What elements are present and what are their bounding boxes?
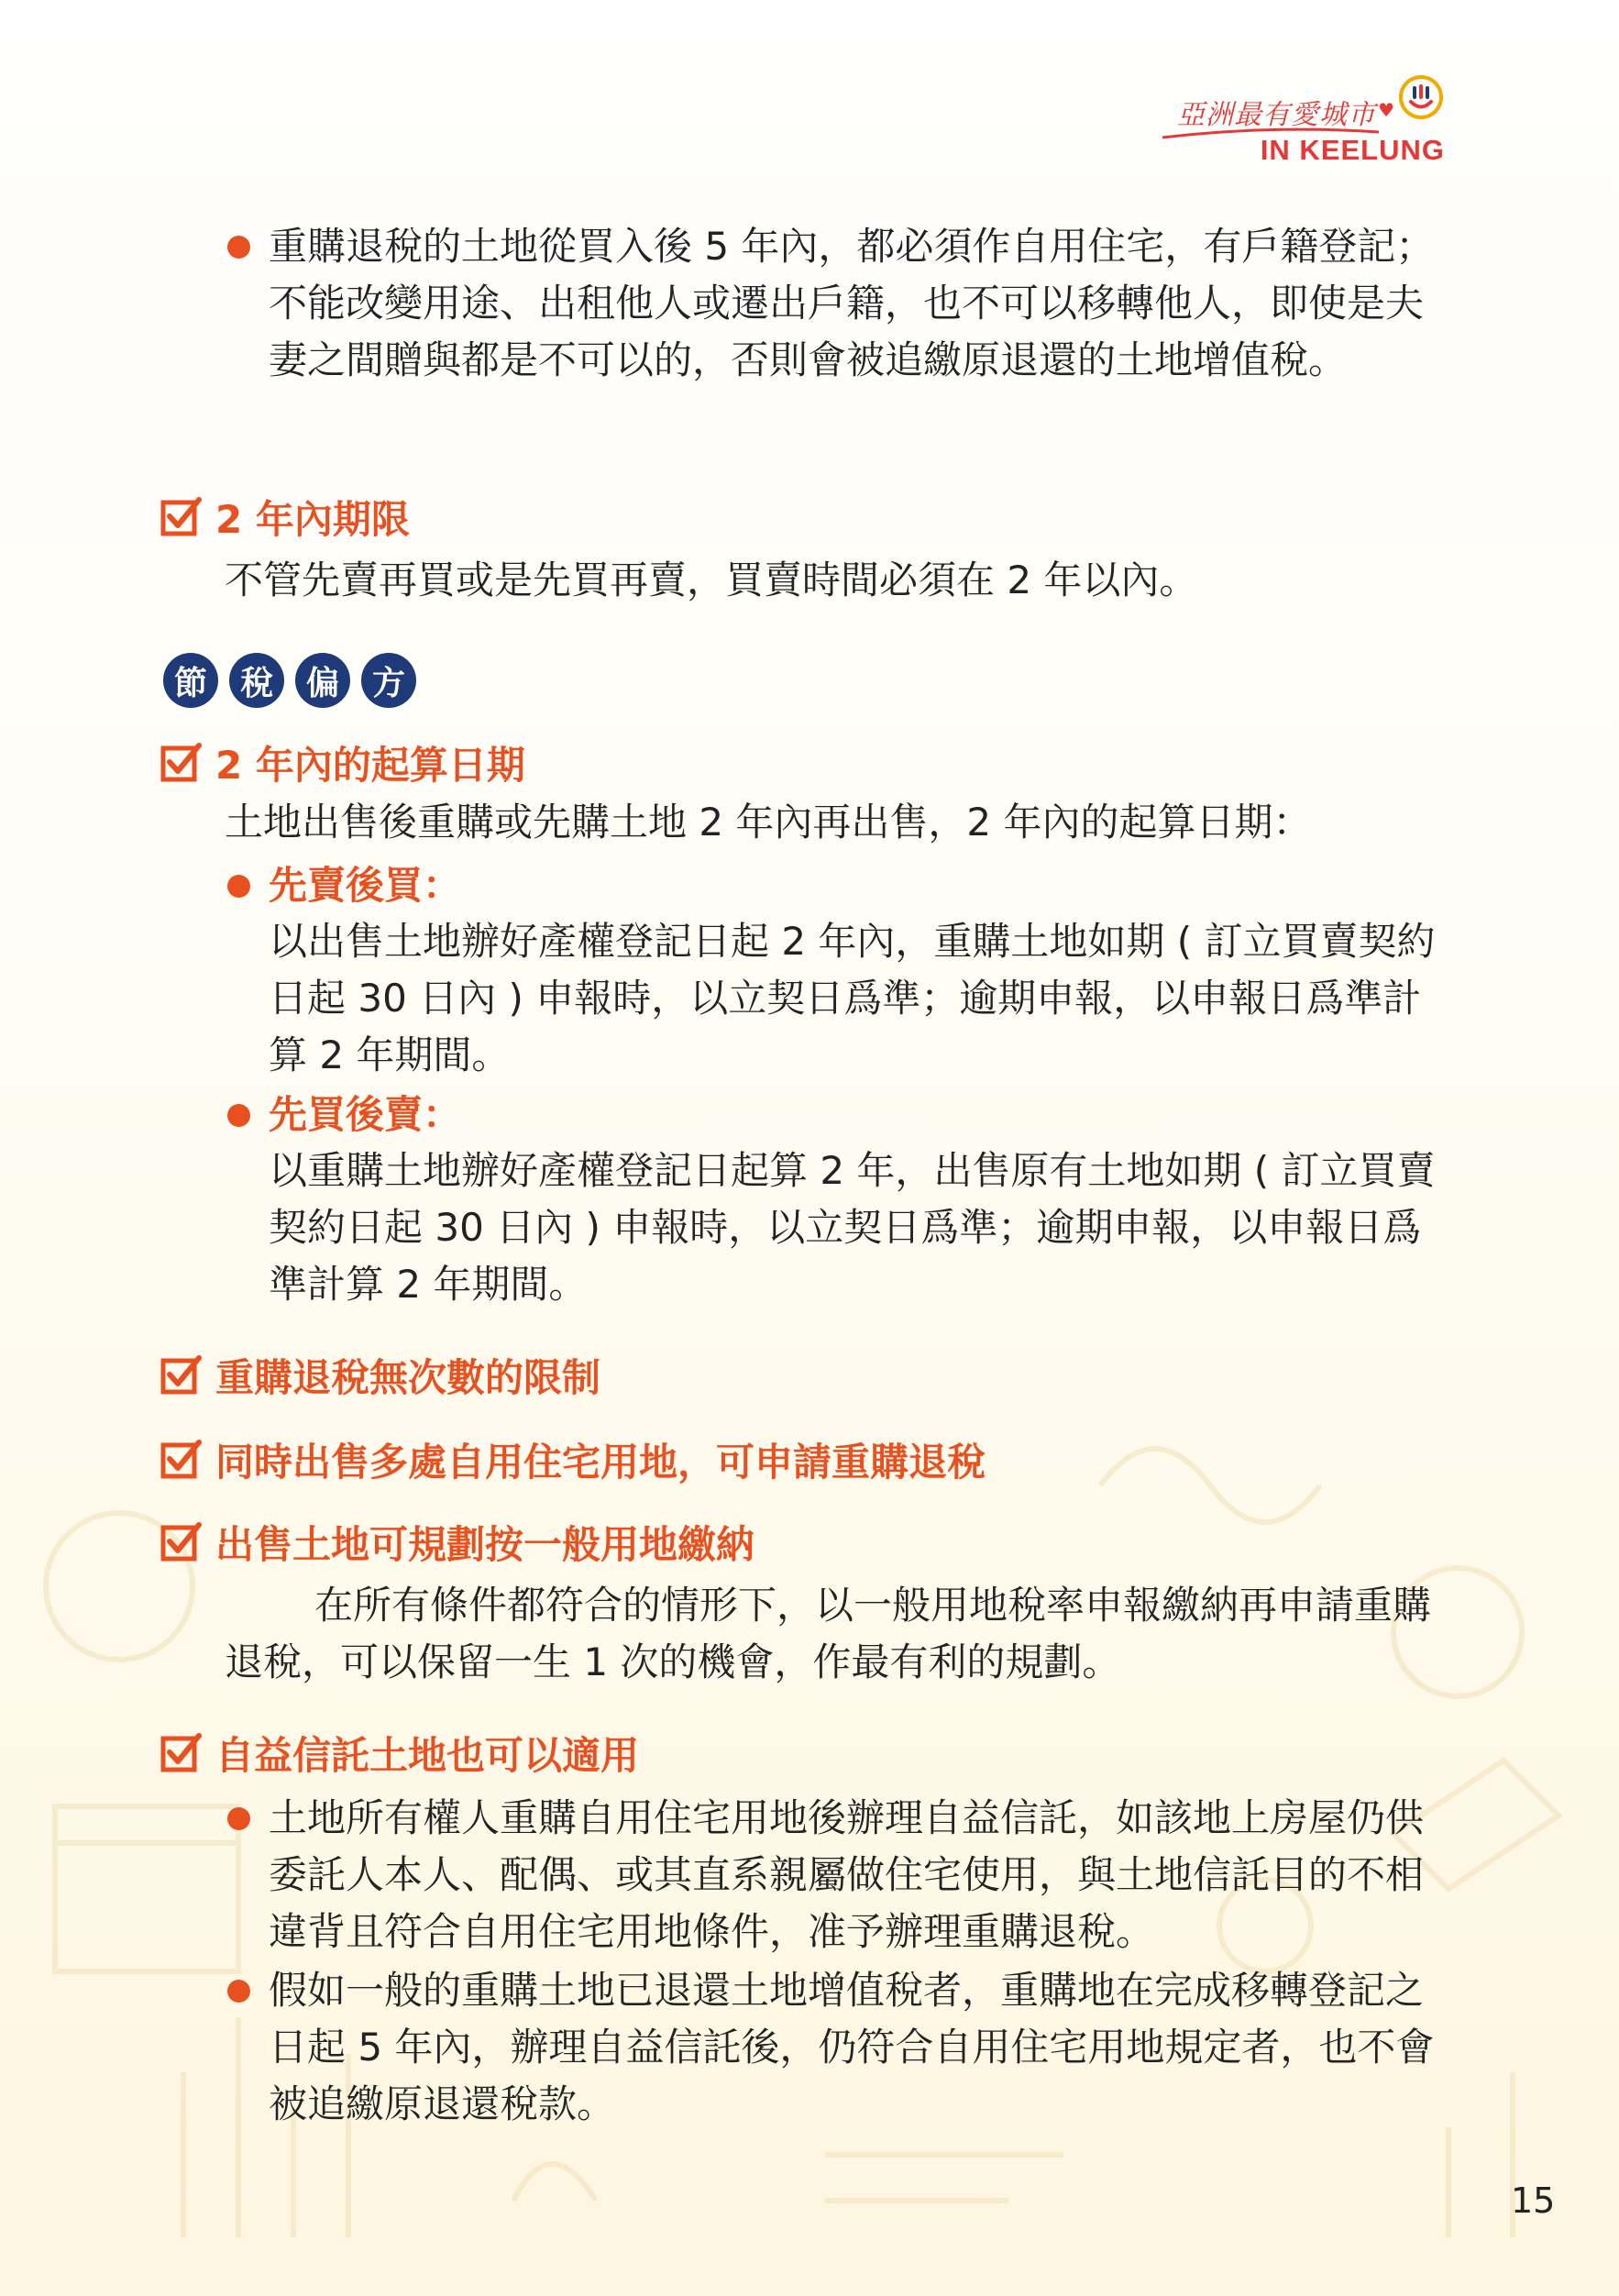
- heading-text: 2 年內期限: [215, 497, 410, 542]
- logo-en-text: IN KEELUNG: [1260, 134, 1445, 166]
- bullet-text: 重購退稅的土地從買入後 5 年內，都必須作自用住宅，有戶籍登記；不能改變用途、出租他人或遷出戶籍，也不可以移轉他人，即使是夫妻之間贈與都是不可以的，否則會被追繳原退還的土地增值稅。: [269, 224, 1435, 382]
- logo-script-text: 亞洲最有愛城市: [1177, 99, 1376, 131]
- section-heading-start-date: [160, 739, 525, 787]
- list-item: [269, 218, 1447, 389]
- badge: 偏: [295, 653, 350, 708]
- sub-body: 以重購土地辦好產權登記日起算 2 年，出售原有土地如期 ( 訂立買賣契約日起 30 日內 ) 申報時，以立契日爲準；逾期申報，以申報日爲準計算 2 年期間。: [269, 1148, 1436, 1307]
- bullet-dot: [227, 875, 250, 898]
- badge: 節: [163, 653, 218, 708]
- checkbox-icon: [160, 1354, 203, 1396]
- section-intro: 土地出售後重購或先購土地 2 年內再出售，2 年內的起算日期：: [225, 800, 1312, 844]
- list-item: [269, 1790, 1447, 1960]
- tax-tips-badges: [163, 653, 416, 708]
- section-heading-trust: [160, 1729, 639, 1777]
- bullet-text: 土地所有權人重購自用住宅用地後辦理自益信託，如該地上房屋仍供委託人本人、配偶、或其直系親屬做住宅使用，與土地信託目的不相違背且符合自用住宅用地條件，准予辦理重購退稅。: [269, 1795, 1425, 1954]
- heading-text: 重購退稅無次數的限制: [215, 1355, 601, 1400]
- section-heading-no-limit: [160, 1352, 600, 1399]
- heading-text: 同時出售多處自用住宅用地，可申請重購退稅: [215, 1440, 986, 1485]
- checkbox-icon: [160, 1439, 203, 1481]
- section-body: 不管先賣再買或是先買再賣，買賣時間必須在 2 年以內。: [225, 557, 1198, 602]
- heading-text: 出售土地可規劃按一般用地繳納: [215, 1522, 755, 1567]
- sub-heading-sell-then-buy: 先賣後買：: [269, 857, 461, 914]
- sub-heading-buy-then-sell: 先買後賣：: [269, 1087, 461, 1143]
- section-heading-2yr: [160, 493, 410, 541]
- section-body: 在所有條件都符合的情形下，以一般用地稅率申報繳納再申請重購退稅，可以保留一生 1 次的機會，作最有利的規劃。: [225, 1583, 1432, 1684]
- list-item: [269, 1962, 1447, 2133]
- checkbox-icon: [160, 742, 203, 784]
- checkbox-icon: [160, 496, 203, 538]
- sub-body: 以出售土地辦好產權登記日起 2 年內，重購土地如期 ( 訂立買賣契約日起 30 日內 ) 申報時，以立契日爲準；逾期申報，以申報日爲準計算 2 年期間。: [269, 919, 1436, 1077]
- keelung-logo: [1151, 72, 1445, 172]
- bullet-text: 假如一般的重購土地已退還土地增值稅者，重購地在完成移轉登記之日起 5 年內，辦理自益信託後，仍符合自用住宅用地規定者，也不會被追繳原退還稅款。: [269, 1968, 1435, 2126]
- bullet-dot: [227, 1980, 250, 2003]
- bullet-dot: [227, 1807, 250, 1830]
- badge: 稅: [229, 653, 284, 708]
- checkbox-icon: [160, 1732, 203, 1774]
- heading-text: 2 年內的起算日期: [215, 743, 525, 788]
- heart-icon: ♥: [1378, 99, 1394, 121]
- page-number: 15: [1511, 2180, 1556, 2221]
- badge: 方: [361, 653, 416, 708]
- section-heading-multiple: [160, 1436, 986, 1484]
- smile-icon: [1397, 73, 1445, 121]
- bullet-dot: [227, 1104, 250, 1127]
- section-heading-general-rate: [160, 1518, 754, 1566]
- heading-text: 自益信託土地也可以適用: [215, 1733, 640, 1778]
- bullet-dot: [227, 236, 250, 259]
- checkbox-icon: [160, 1521, 203, 1563]
